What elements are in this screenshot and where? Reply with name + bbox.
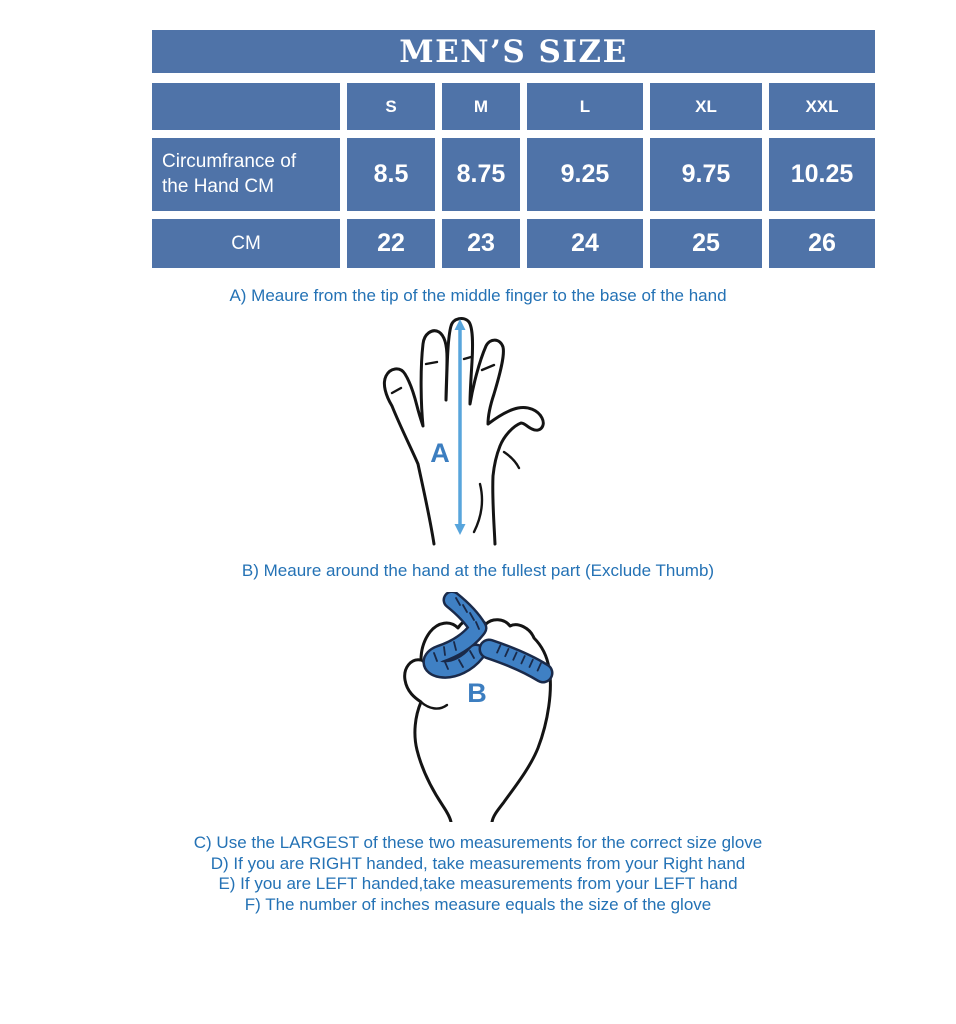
- size-header-l: L: [527, 83, 643, 130]
- instruction-a: A) Meaure from the tip of the middle finger to the base of the hand: [229, 286, 727, 305]
- cm-value-l: 24: [527, 219, 643, 268]
- size-header-xxl: XXL: [769, 83, 875, 130]
- instruction-d: D) If you are RIGHT handed, take measurements from your Right hand: [210, 853, 746, 873]
- hand-outline: [384, 319, 543, 544]
- circumference-value-s: 8.5: [347, 138, 435, 211]
- instruction-f: F) The number of inches measure equals the size of the glove: [244, 894, 712, 914]
- circumference-value-m: 8.75: [442, 138, 520, 211]
- corner-cell: [152, 83, 340, 130]
- size-header-m: M: [442, 83, 520, 130]
- label-a: A: [430, 438, 450, 468]
- instructions-bottom: [0, 833, 956, 915]
- cm-value-m: 23: [442, 219, 520, 268]
- cm-value-s: 22: [347, 219, 435, 268]
- instruction-b: B) Meaure around the hand at the fullest part (Exclude Thumb): [241, 561, 715, 580]
- instruction-c: C) Use the LARGEST of these two measurements for the correct size glove: [193, 833, 763, 852]
- cm-value-xxl: 26: [769, 219, 875, 268]
- fist-illustration: [396, 592, 574, 822]
- circumference-value-xxl: 10.25: [769, 138, 875, 211]
- size-grid: [152, 83, 875, 268]
- size-header-s: S: [347, 83, 435, 130]
- fist-figure: [396, 592, 574, 827]
- size-table: [152, 30, 875, 268]
- open-hand-figure: [376, 314, 556, 551]
- circumference-value-xl: 9.75: [650, 138, 762, 211]
- instruction-e: E) If you are LEFT handed,take measurements from your LEFT hand: [218, 874, 738, 893]
- row-label-circumference: Circumfrance of the Hand CM: [152, 138, 340, 211]
- cm-value-xl: 25: [650, 219, 762, 268]
- circumference-value-l: 9.25: [527, 138, 643, 211]
- open-hand-illustration: [376, 314, 556, 546]
- size-header-xl: XL: [650, 83, 762, 130]
- table-title: MEN’S SIZE: [152, 30, 875, 73]
- label-b: B: [467, 678, 487, 708]
- row-label-cm: CM: [152, 219, 340, 268]
